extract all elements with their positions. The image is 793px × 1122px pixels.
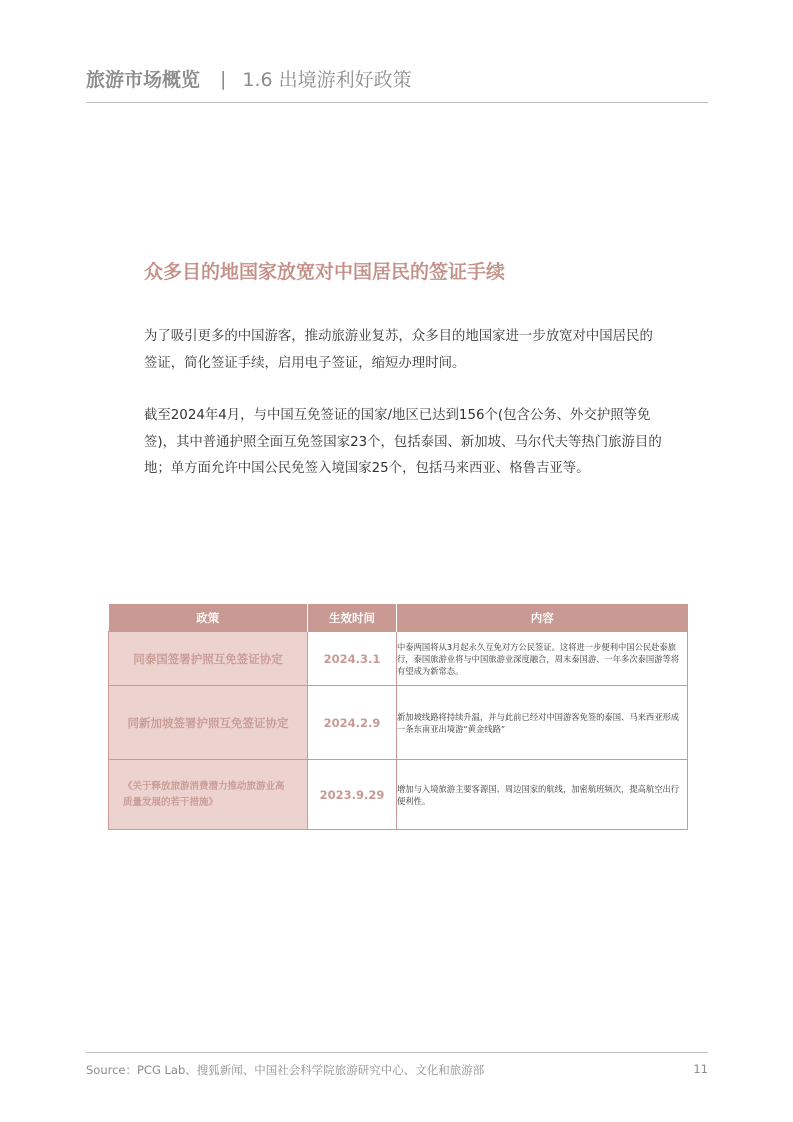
- intro-paragraph: 为了吸引更多的中国游客，推动旅游业复苏，众多目的地国家进一步放宽对中国居民的签证，简化签证手续，启用电子签证，缩短办理时间。: [144, 329, 653, 371]
- policy-cell: 《关于释放旅游消费潜力推动旅游业高质量发展的若干措施》: [109, 760, 308, 830]
- page-header: [86, 66, 708, 103]
- header-subtitle: 1.6 出境游利好政策: [242, 69, 412, 91]
- header-content: 内容: [397, 604, 688, 632]
- policy-cell: 同新加坡签署护照互免签证协定: [109, 686, 308, 760]
- content-cell: 增加与入境旅游主要客源国、周边国家的航线，加密航班频次，提高航空出行便利性。: [397, 760, 688, 830]
- page-footer: [86, 1052, 708, 1078]
- page-number: 11: [693, 1062, 708, 1076]
- header-title: 旅游市场概览: [86, 69, 201, 91]
- policy-cell: 同泰国签署护照互免签证协定: [109, 632, 308, 686]
- date-cell: 2023.9.29: [308, 760, 397, 830]
- date-cell: 2024.2.9: [308, 686, 397, 760]
- table-row: [109, 686, 688, 760]
- header-policy: 政策: [109, 604, 308, 632]
- source-note: Source：PCG Lab、搜狐新闻、中国社会科学院旅游研究中心、文化和旅游部: [86, 1063, 485, 1077]
- header-effective-date: 生效时间: [308, 604, 397, 632]
- content-cell: 中泰两国将从3月起永久互免对方公民签证。这将进一步便利中国公民赴泰旅行，泰国旅游业将与中国旅游业深度融合，周末泰国游、一年多次泰国游等将有望成为新常态。: [397, 632, 688, 686]
- table-row: [109, 632, 688, 686]
- visa-stats-paragraph: 截至2024年4月，与中国互免签证的国家/地区已达到156个(包含公务、外交护照等免签)，其中普通护照全面互免签国家23个，包括泰国、新加坡、马尔代夫等热门旅游目的地；单方面允许中国公民免签入境国家25个，包括马来西亚、格鲁吉亚等。: [144, 408, 662, 476]
- policy-table: [108, 604, 688, 830]
- table-header-row: [109, 604, 688, 632]
- date-cell: 2024.3.1: [308, 632, 397, 686]
- section-title: 众多目的地国家放宽对中国居民的签证手续: [144, 261, 506, 283]
- header-separator: |: [220, 68, 227, 90]
- table-row: [109, 760, 688, 830]
- content-cell: 新加坡线路将持续升温，并与此前已经对中国游客免签的泰国、马来西亚形成一条东南亚出境游“黄金线路”: [397, 686, 688, 760]
